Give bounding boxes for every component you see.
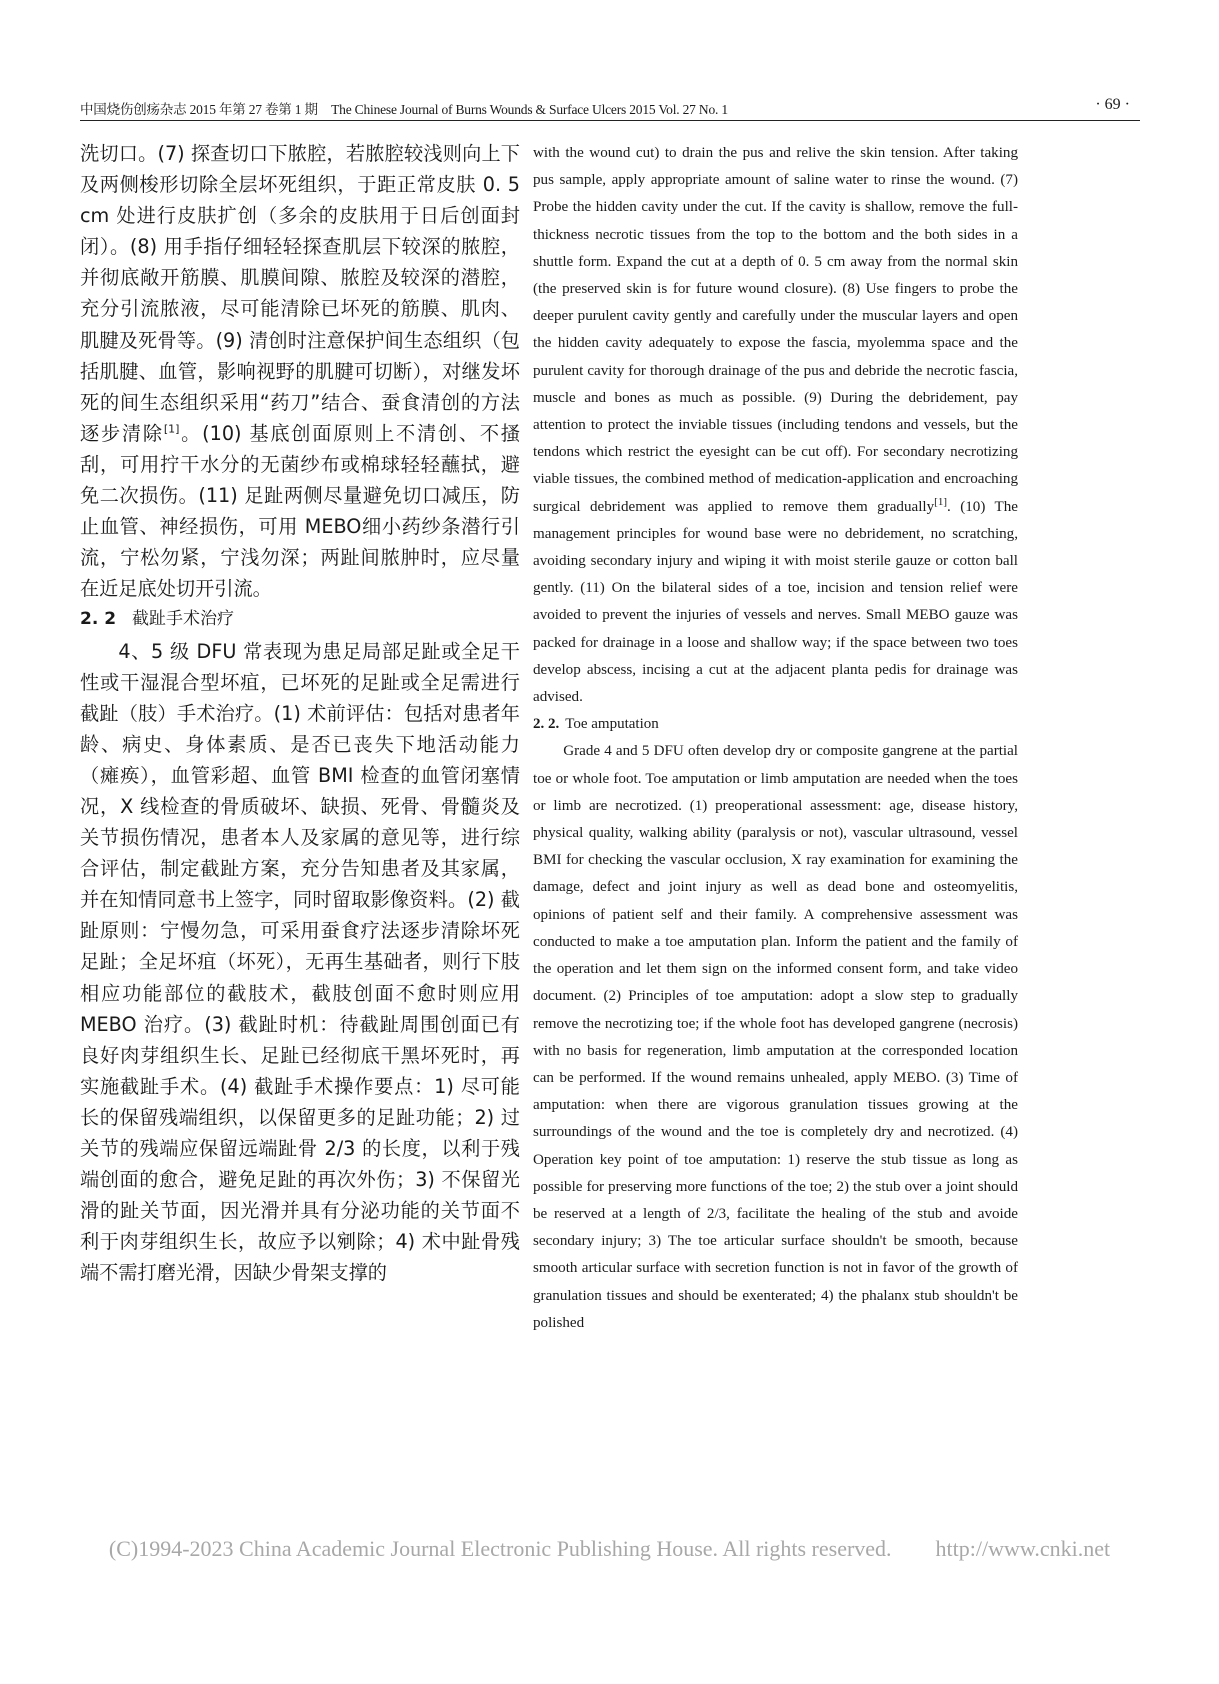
en-paragraph-2: Grade 4 and 5 DFU often develop dry or composite gangrene at the partial toe or whole foot. Toe amputation or limb amputation are needed when the toes or limb are necrotized. (1) preoperational assessment: age, disease history, physical quality, walking ability (paralysis or not), vascular ultrasound, vessel BMI for checking the vascular occlusion, X ray examination for examining the damage, defect and joint injury as well as dead bone and osteomyelitis, opinions of patient self and their family. A comprehensive assessment was conducted to make a toe amputation plan. Inform the patient and the family of the operation and let them sign on the informed consent form, and take video document. (2) Principles of toe amputation: adopt a slow step to gradually remove the necrotizing toe; if the whole foot has developed gangrene (necrosis) with no basis for regeneration, limb amputation at the corresponded location can be performed. If the wound remains unhealed, apply MEBO. (3) Time of amputation: when there are vigorous granulation tissues growing at the surroundings of the wound and the toe is completely dry and necrotized. (4) Operation key point of toe amputation: 1) reserve the stub tissue as long as possible for preserving more functions of the toe; 2) the stub over a joint should be reserved at a length of 2/3, facilitate the healing of the stub and avoide secondary injury; 3) The toe articular surface shouldn't be smooth, because smooth articular surface with secretion function is not in favor of the growth of granulation tissues and should be exenterated; 4) the phalanx stub shouldn't be polished — [533, 743, 1018, 1331]
journal-info: 中国烧伤创疡杂志 2015 年第 27 卷第 1 期 The Chinese Journal of Burns Wounds & Surface Ulcers 2015 Vol. 27 No. 1 — [80, 102, 728, 117]
en-citation: [1] — [934, 495, 947, 508]
en-section-number: 2. 2. — [533, 716, 560, 733]
cn-section-number: 2. 2 — [80, 609, 117, 630]
english-column — [533, 140, 1018, 1337]
copyright-footer: (C)1994-2023 China Academic Journal Electronic Publishing House. All rights reserved. http://www.cnki.net — [108, 1536, 1111, 1561]
en-section-heading — [533, 711, 1018, 738]
cn-citation: [1] — [163, 422, 180, 436]
en-section-title: Toe amputation — [565, 716, 659, 733]
cn-paragraph-1 — [80, 138, 520, 604]
chinese-column — [80, 138, 520, 1288]
header-divider — [80, 120, 1140, 121]
cn-section-title: 截趾手术治疗 — [132, 609, 235, 630]
cn-section-heading — [80, 604, 520, 635]
en-para1-end: . (10) The management principles for wound base were no debridement, no scratching, avoiding secondary injury and wiping it with moist sterile gauze or cotton ball gently. (11) On the bilateral sides of a toe, incision and tension relief were avoided to prevent the injuries of vessels and nerves. Small MEBO gauze was packed for drainage in a loose and shallow way; if the space between two toes develop abscess, incising a cut at the adjacent planta pedis for drainage was advised. — [533, 498, 1018, 706]
cn-para1-text: 洗切口。(7) 探查切口下脓腔，若脓腔较浅则向上下及两侧梭形切除全层坏死组织，于距正常皮肤 0. 5 cm 处进行皮肤扩创（多余的皮肤用于日后创面封闭）。(8) 用手指仔细轻轻探查肌层下较深的脓腔，并彻底敞开筋膜、肌膜间隙、脓腔及较深的潜腔，充分引流脓液，尽可能清除已坏死的筋膜、肌肉、肌腱及死骨等。(9) 清创时注意保护间生态组织（包括肌腱、血管，影响视野的肌腱可切断），对继发坏死的间生态组织采用“药刀”结合、蚕食清创的方法逐步清除 — [80, 142, 520, 445]
cn-para1-end: 。(10) 基底创面原则上不清创、不搔刮，可用拧干水分的无菌纱布或棉球轻轻蘸拭，避免二次损伤。(11) 足趾两侧尽量避免切口减压，防止血管、神经损伤，可用 MEBO细小药纱条潜行引流，宁松勿紧，宁浅勿深；两趾间脓肿时，应尽量在近足底处切开引流。 — [80, 421, 520, 601]
cn-paragraph-2: 4、5 级 DFU 常表现为患足局部足趾或全足干性或干湿混合型坏疽，已坏死的足趾或全足需进行截趾（肢）手术治疗。(1) 术前评估：包括对患者年龄、病史、身体素质、是否已丧失下地活动能力（瘫痪），血管彩超、血管 BMI 检查的血管闭塞情况，X 线检查的骨质破坏、缺损、死骨、骨髓炎及关节损伤情况，患者本人及家属的意见等，进行综合评估，制定截趾方案，充分告知患者及其家属，并在知情同意书上签字，同时留取影像资料。(2) 截趾原则：宁慢勿急，可采用蚕食疗法逐步清除坏死足趾；全足坏疽（坏死），无再生基础者，则行下肢相应功能部位的截肢术，截肢创面不愈时则应用 MEBO 治疗。(3) 截趾时机：待截趾周围创面已有良好肉芽组织生长、足趾已经彻底干黑坏死时，再实施截趾手术。(4) 截趾手术操作要点：1) 尽可能长的保留残端组织，以保留更多的足趾功能；2) 过关节的残端应保留远端趾骨 2/3 的长度，以利于残端创面的愈合，避免足趾的再次外伤；3) 不保留光滑的趾关节面，因光滑并具有分泌功能的关节面不利于肉芽组织生长，故应予以剜除；4) 术中趾骨残端不需打磨光滑，因缺少骨架支撑的 — [80, 639, 520, 1285]
en-para1-text: with the wound cut) to drain the pus and relive the skin tension. After taking pus sample, apply appropriate amount of saline water to rinse the wound. (7) Probe the hidden cavity under the cut. If the cavity is shallow, remove the full-thickness necrotic tissues from the top to the bottom and the both sides in a shuttle form. Expand the cut at a depth of 0. 5 cm away from the normal skin (the preserved skin is for future wound closure). (8) Use fingers to probe the deeper purulent cavity gently and carefully under the muscular layers and open the hidden cavity adequately to expose the fascia, myolemma space and the purulent cavity for thorough drainage of the pus and debride the necrotic fascia, muscle and bones as much as possible. (9) During the debridement, pay attention to protect the inviable tissues (including tendons and vessels, but the tendons which restrict the eyesight can be cut off). For secondary necrotizing viable tissues, the combined method of medication-application and encroaching surgical debridement was applied to remove them gradually — [533, 145, 1018, 515]
en-paragraph-1 — [533, 140, 1018, 711]
running-header — [80, 96, 1140, 118]
page-number: · 69 · — [1095, 96, 1130, 113]
